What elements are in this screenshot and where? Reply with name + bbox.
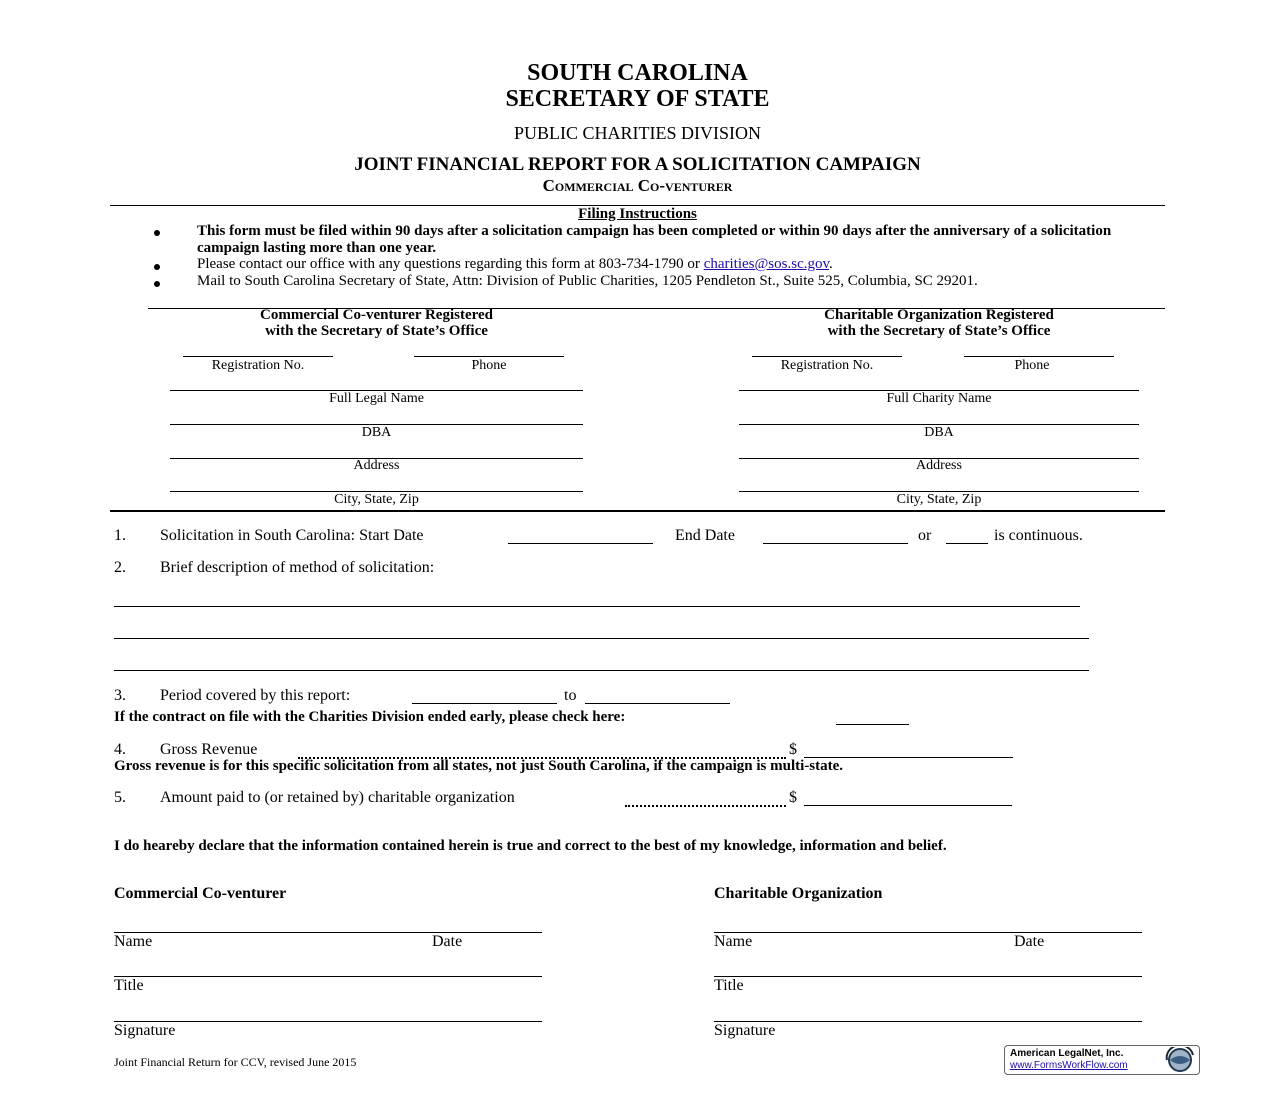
gross-revenue-note: Gross revenue is for this specific solicitation from all states, not just South Carolina, if the campaign is multi-state.: [114, 758, 844, 774]
end-date-label: End Date: [675, 527, 735, 544]
end-date-field[interactable]: [763, 543, 908, 544]
left-phone-field[interactable]: [414, 356, 564, 357]
method-line-1[interactable]: [114, 606, 1080, 607]
right-dba-label: DBA: [924, 425, 954, 440]
left-party-heading: Commercial Co-venturer Registered with the Secretary of State’s Office: [260, 307, 493, 339]
right-phone-label: Phone: [1014, 358, 1050, 373]
logo-url[interactable]: www.FormsWorkFlow.com: [1010, 1060, 1128, 1071]
left-name-label: Full Legal Name: [329, 391, 424, 406]
start-date-field[interactable]: [508, 543, 653, 544]
party-bottom-rule: [110, 510, 1165, 512]
method-line-3[interactable]: [114, 670, 1089, 671]
left-signature-field[interactable]: [114, 1021, 542, 1022]
logo-company-name: American LegalNet, Inc.: [1010, 1048, 1124, 1059]
continuous-label: is continuous.: [994, 527, 1083, 544]
q5-number: 5.: [114, 789, 126, 806]
right-city-label: City, State, Zip: [896, 492, 982, 507]
left-address-label: Address: [353, 458, 400, 473]
q4-number: 4.: [114, 741, 126, 758]
amount-paid-field[interactable]: [804, 805, 1012, 806]
right-registration-label: Registration No.: [780, 358, 874, 373]
q4-label: Gross Revenue: [160, 741, 258, 758]
bullet-icon: [154, 264, 160, 270]
left-phone-label: Phone: [471, 358, 507, 373]
right-signature-field[interactable]: [714, 1021, 1142, 1022]
period-to-field[interactable]: [585, 703, 730, 704]
division-heading: PUBLIC CHARITIES DIVISION: [514, 123, 761, 143]
left-registration-label: Registration No.: [211, 358, 305, 373]
right-name-label: Name: [714, 933, 753, 950]
q3-label: Period covered by this report:: [160, 687, 351, 704]
continuous-check-field[interactable]: [946, 543, 988, 544]
instructions-heading: Filing Instructions: [578, 206, 697, 222]
state-heading: SOUTH CAROLINA: [527, 60, 748, 86]
office-heading: SECRETARY OF STATE: [505, 86, 770, 112]
instruction-item-mail: Mail to South Carolina Secretary of State, Attn: Division of Public Charities, 1205 Pendleton St., Suite 525, Columbia, SC 29201.: [197, 273, 978, 289]
left-signature-label: Signature: [114, 1022, 176, 1039]
right-phone-field[interactable]: [964, 356, 1114, 357]
right-signature-heading: Charitable Organization: [714, 885, 883, 902]
instruction-item-deadline: This form must be filed within 90 days after a solicitation campaign has been completed or within 90 days after the anniversary of a solicitation campaign lasting more than one year.: [197, 223, 1112, 256]
declaration-text: I do heareby declare that the information contained herein is true and correct to the best of my knowledge, information and belief.: [114, 838, 947, 854]
left-signature-heading: Commercial Co-venturer: [114, 885, 287, 902]
bullet-icon: [154, 230, 160, 236]
or-label: or: [918, 527, 932, 544]
q2-number: 2.: [114, 559, 126, 576]
period-to-label: to: [564, 687, 577, 704]
q2-label: Brief description of method of solicitation:: [160, 559, 435, 576]
instruction-item-contact: Please contact our office with any questions regarding this form at 803-734-1790 or charities@sos.sc.gov.: [197, 256, 833, 272]
email-link[interactable]: charities@sos.sc.gov: [703, 256, 830, 272]
left-city-label: City, State, Zip: [334, 492, 419, 507]
q5-leader-dots: [625, 797, 786, 807]
early-end-note: If the contract on file with the Charities Division ended early, please check here:: [114, 709, 626, 725]
right-title-field[interactable]: [714, 976, 1142, 977]
right-signature-label: Signature: [714, 1022, 776, 1039]
globe-icon: [1163, 1047, 1197, 1073]
form-title: JOINT FINANCIAL REPORT FOR A SOLICITATION CAMPAIGN: [354, 154, 921, 175]
early-end-check-field[interactable]: [836, 724, 909, 725]
right-registration-field[interactable]: [752, 356, 902, 357]
q4-dollar: $: [789, 741, 797, 758]
bullet-icon: [154, 281, 160, 287]
q5-dollar: $: [789, 789, 797, 806]
right-title-label: Title: [714, 977, 744, 994]
q1-number: 1.: [114, 527, 126, 544]
right-name-date-field[interactable]: [714, 932, 1142, 933]
right-name-label: Full Charity Name: [886, 391, 992, 406]
right-party-heading: Charitable Organization Registered with the Secretary of State’s Office: [824, 307, 1054, 339]
form-subtitle: Commercial Co-venturer: [542, 176, 733, 195]
revision-note: Joint Financial Return for CCV, revised June 2015: [114, 1055, 357, 1069]
period-from-field[interactable]: [412, 703, 557, 704]
left-title-field[interactable]: [114, 976, 542, 977]
legalnet-logo[interactable]: [1004, 1045, 1200, 1075]
right-address-label: Address: [916, 458, 962, 473]
left-title-label: Title: [114, 977, 144, 994]
left-date-label: Date: [432, 933, 463, 950]
left-name-date-field[interactable]: [114, 932, 542, 933]
q1-label: Solicitation in South Carolina: Start Date: [160, 527, 424, 544]
q3-number: 3.: [114, 687, 126, 704]
method-line-2[interactable]: [114, 638, 1089, 639]
right-date-label: Date: [1014, 933, 1045, 950]
left-registration-field[interactable]: [183, 356, 333, 357]
left-dba-label: DBA: [361, 425, 392, 440]
left-name-label: Name: [114, 933, 153, 950]
q5-label: Amount paid to (or retained by) charitable organization: [160, 789, 515, 806]
